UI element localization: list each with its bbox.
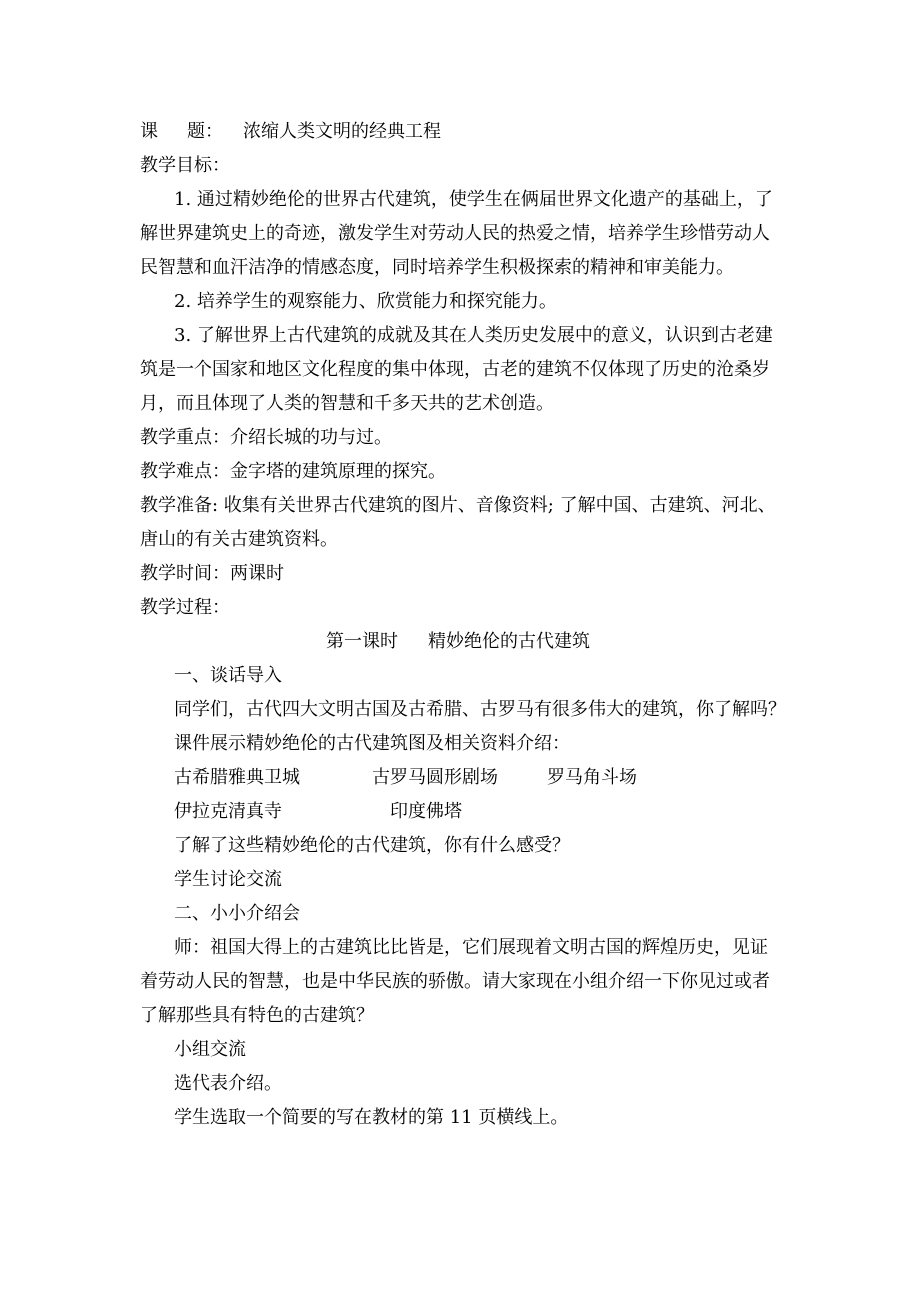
paragraph-8: 学生选取一个简要的写在教材的第 11 页横线上。: [174, 1107, 569, 1128]
section-2-heading: 二、小小介绍会: [174, 903, 300, 924]
lesson-title-b: 精妙绝伦的古代建筑: [428, 631, 590, 652]
paragraph-5-line-2: 着劳动人民的智慧，也是中华民族的骄傲。请大家现在小组介绍一下你见过或者: [140, 971, 770, 992]
goal-3-line-2: 筑是一个国家和地区文化程度的集中体现，古老的建筑不仅体现了历史的沧桑岁: [140, 359, 770, 380]
lesson-title-a: 第一课时: [326, 631, 398, 652]
goal-2: 2. 培养学生的观察能力、欣赏能力和探究能力。: [174, 291, 557, 312]
building-5: 印度佛塔: [390, 801, 462, 822]
difficulty: 教学难点：金字塔的建筑原理的探究。: [140, 461, 446, 482]
lesson-topic: 浓缩人类文明的经典工程: [243, 121, 441, 142]
paragraph-3: 了解了这些精妙绝伦的古代建筑，你有什么感受？: [174, 835, 570, 856]
paragraph-2: 课件展示精妙绝伦的古代建筑图及相关资料介绍：: [174, 733, 570, 754]
topic-label-b: 题：: [187, 121, 223, 142]
goal-1-line-3: 民智慧和血汗洁净的情感态度，同时培养学生积极探索的精神和审美能力。: [140, 257, 734, 278]
teaching-time: 教学时间：两课时: [140, 563, 284, 584]
paragraph-6: 小组交流: [174, 1039, 246, 1060]
goal-3-line-1: 3. 了解世界上古代建筑的成就及其在人类历史发展中的意义，认识到古老建: [174, 325, 773, 346]
paragraph-4: 学生讨论交流: [174, 869, 282, 890]
goals-label: 教学目标：: [140, 155, 230, 176]
building-2: 古罗马圆形剧场: [372, 767, 498, 788]
goal-3-line-3: 月，而且体现了人类的智慧和千多天共的艺术创造。: [140, 393, 554, 414]
teaching-process: 教学过程：: [140, 597, 230, 618]
paragraph-5-line-1: 师：祖国大得上的古建筑比比皆是，它们展现着文明古国的辉煌历史，见证: [174, 937, 768, 958]
paragraph-5-line-3: 了解那些具有特色的古建筑？: [140, 1005, 374, 1026]
building-4: 伊拉克清真寺: [174, 801, 282, 822]
topic-label-a: 课: [140, 121, 158, 142]
paragraph-7: 选代表介绍。: [174, 1073, 282, 1094]
key-point: 教学重点：介绍长城的功与过。: [140, 427, 392, 448]
section-1-heading: 一、谈话导入: [174, 665, 282, 686]
preparation-line-2: 唐山的有关古建筑资料。: [140, 529, 338, 550]
goal-1-line-2: 解世界建筑史上的奇迹，激发学生对劳动人民的热爱之情，培养学生珍惜劳动人: [140, 223, 770, 244]
paragraph-1: 同学们，古代四大文明古国及古希腊、古罗马有很多伟大的建筑，你了解吗？: [174, 699, 786, 720]
building-3: 罗马角斗场: [547, 767, 637, 788]
preparation-line-1: 教学准备: 收集有关世界古代建筑的图片、音像资料; 了解中国、古建筑、河北、: [140, 495, 776, 516]
building-1: 古希腊雅典卫城: [174, 767, 300, 788]
goal-1-line-1: 1. 通过精妙绝伦的世界古代建筑，使学生在俩届世界文化遗产的基础上，了: [174, 189, 773, 210]
